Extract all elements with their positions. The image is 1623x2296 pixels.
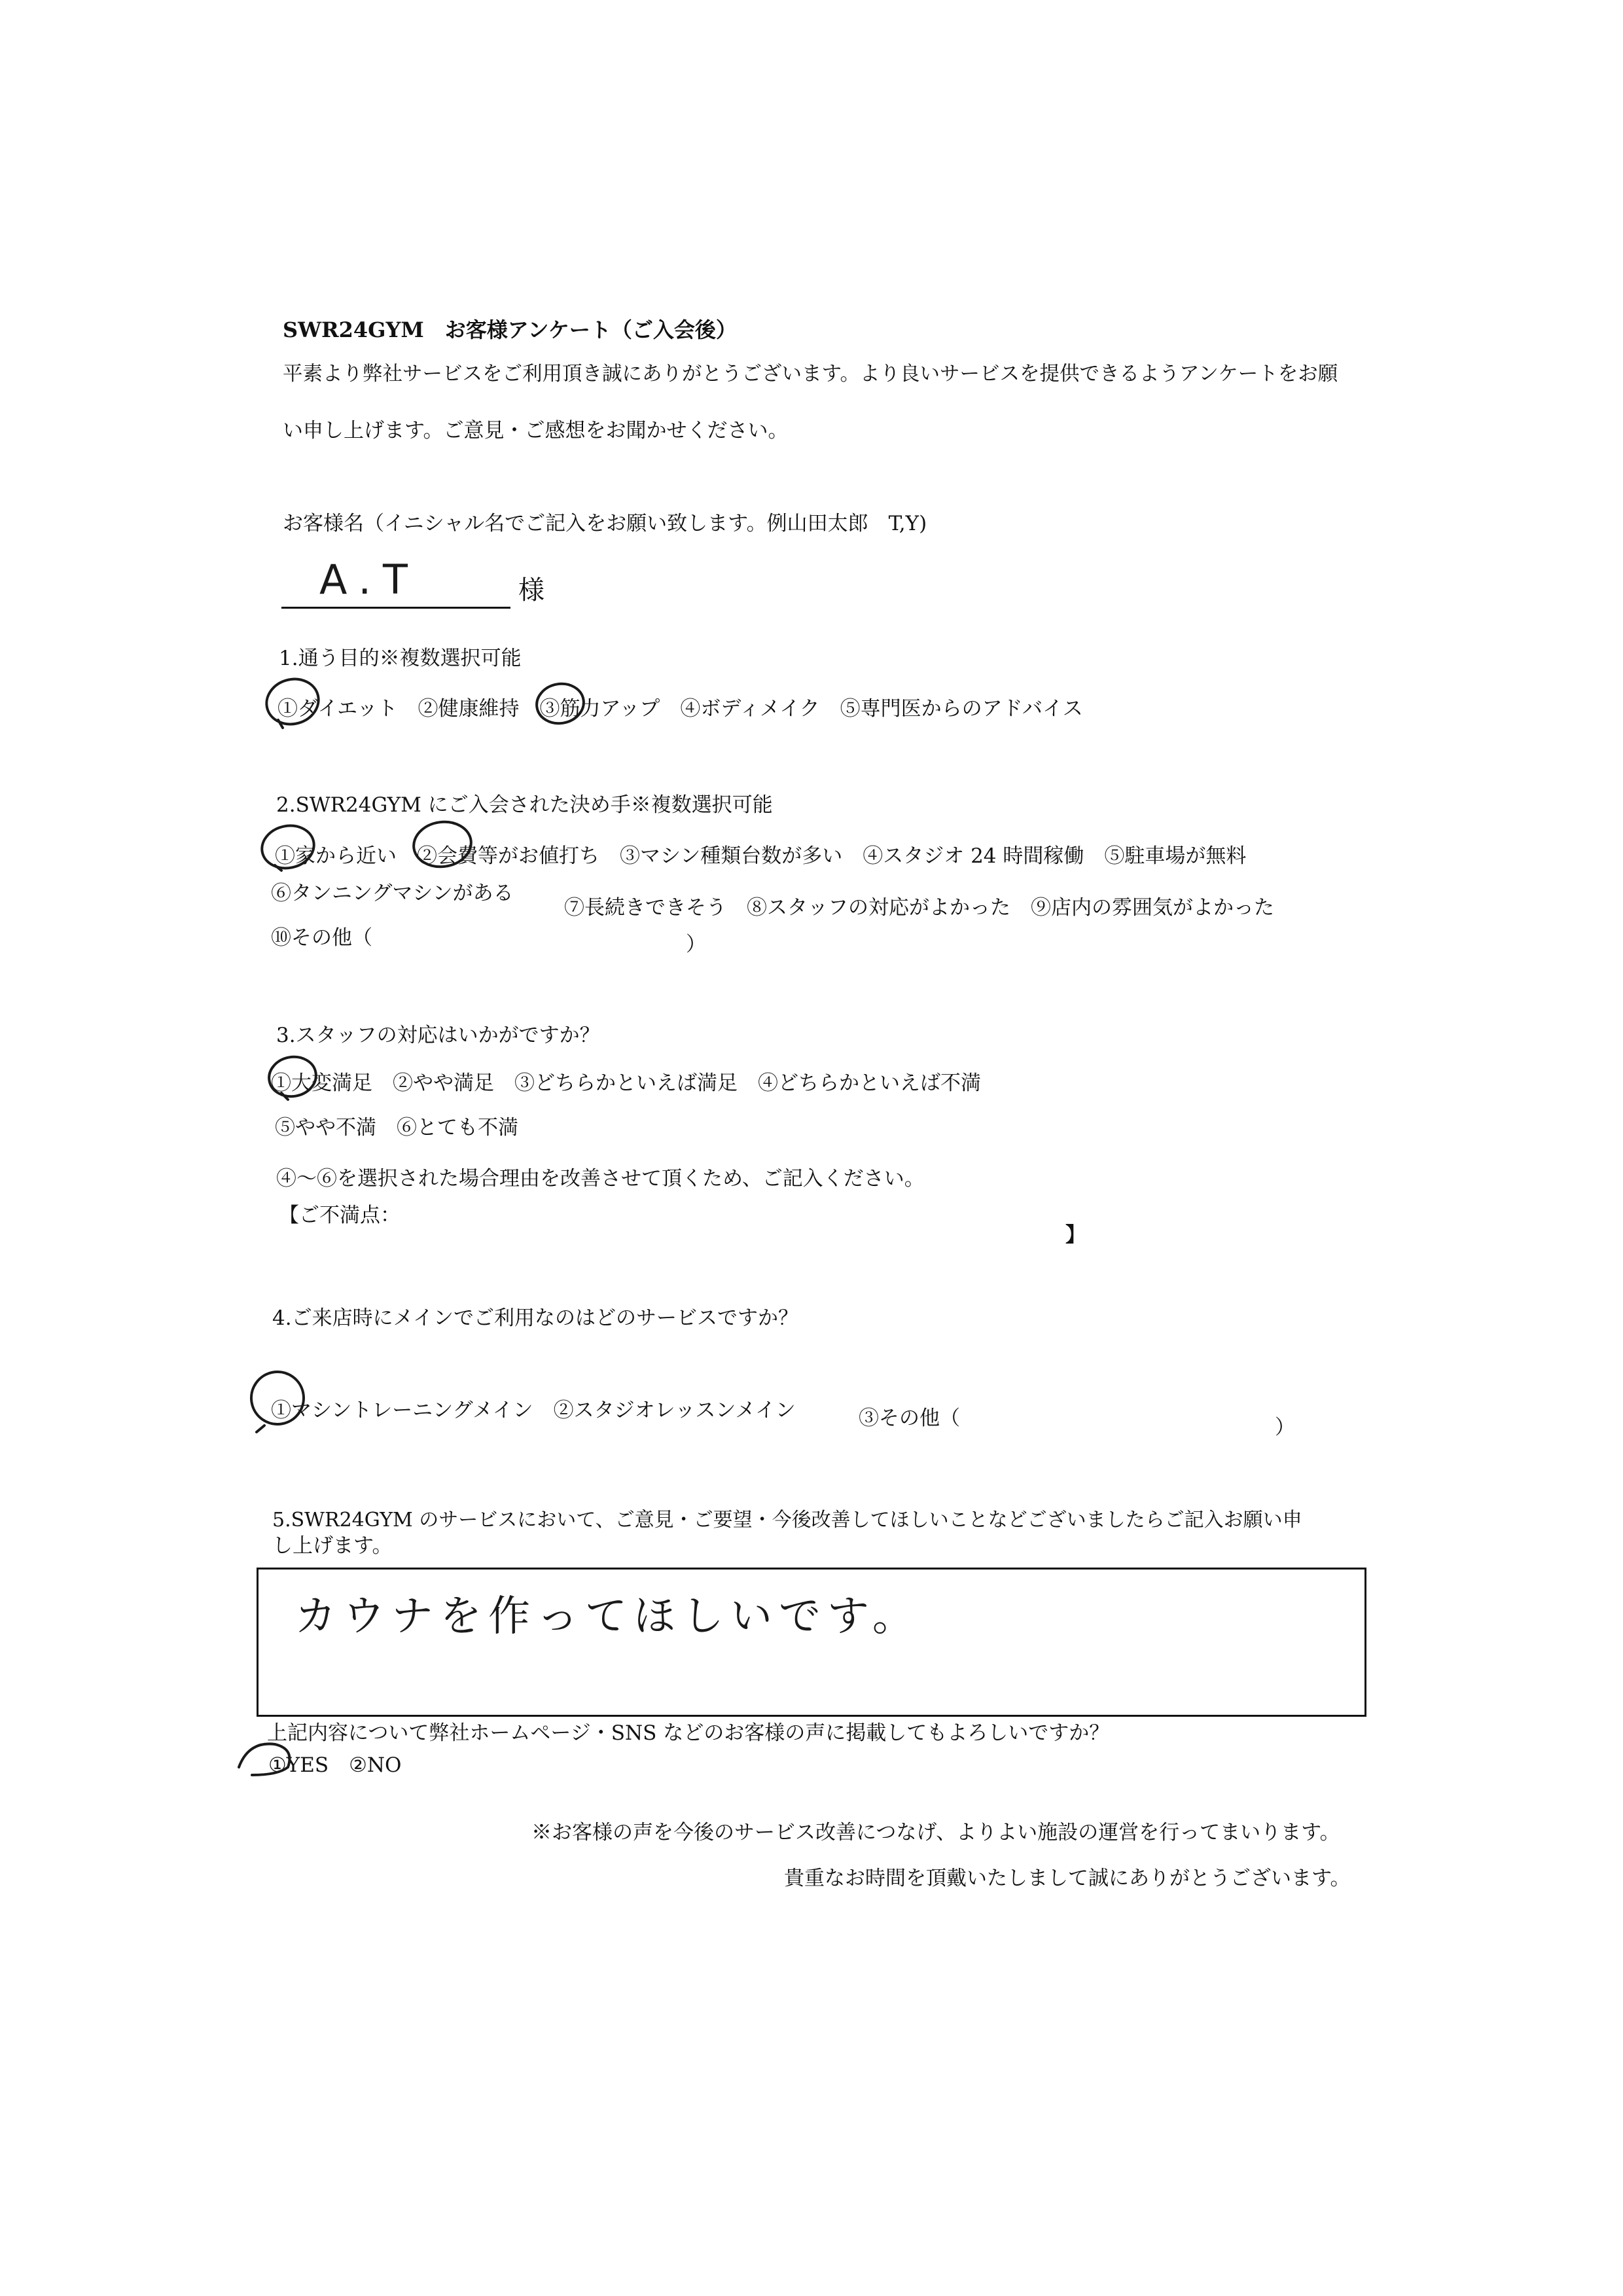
customer-name-suffix: 様 [518, 575, 544, 605]
intro-text-line2: い申し上げます。ご意見・ご感想をお聞かせください。 [283, 419, 789, 442]
survey-title: SWR24GYM お客様アンケート（ご入会後） [283, 317, 737, 342]
q5-comment-answer[interactable]: カウナを作ってほしいです。 [294, 1592, 921, 1641]
q5-question-line1: 5.SWR24GYM のサービスにおいて、ご意見・ご要望・今後改善してほしいことなどございましたらご記入お願い申 [272, 1509, 1302, 1532]
q1-question: 1.通う目的※複数選択可能 [279, 647, 522, 670]
footer-note: ※お客様の声を今後のサービス改善につなげ、よりよい施設の運営を行ってまいります。 [531, 1821, 1340, 1844]
customer-name-label: お客様名（イニシャル名でご記入をお願い致します。例山田太郎 T,Y) [283, 512, 927, 535]
q3-complaint-close: 】 [1065, 1223, 1086, 1247]
q4-other-label[interactable]: ③その他（ [859, 1407, 960, 1430]
q3-options-row2[interactable]: ⑤やや不満 ⑥とても不満 [275, 1116, 518, 1139]
q2-options-row2b[interactable]: ⑦長続きできそう ⑧スタッフの対応がよかった ⑨店内の雰囲気がよかった [564, 896, 1274, 920]
selection-tick-mark [257, 1426, 264, 1432]
q2-options-row2a[interactable]: ⑥タンニングマシンがある [271, 882, 514, 905]
q2-other-label[interactable]: ⑩その他（ [271, 926, 372, 950]
q3-complaint-label: 【ご不満点： [279, 1204, 401, 1227]
q5-question-line2: し上げます。 [272, 1534, 393, 1558]
consent-options[interactable]: ①YES ②NO [268, 1753, 402, 1777]
customer-name-value[interactable]: A.T [319, 556, 419, 603]
consent-question: 上記内容について弊社ホームページ・SNS などのお客様の声に掲載してもよろしいですか？ [267, 1721, 1110, 1745]
selection-tick-mark [278, 720, 283, 728]
q4-question: 4.ご来店時にメインでご利用なのはどのサービスですか？ [272, 1306, 798, 1330]
customer-name-underline [281, 607, 510, 609]
q3-question: 3.スタッフの対応はいかがですか？ [276, 1024, 600, 1047]
footer-thanks: 貴重なお時間を頂戴いたしまして誠にありがとうございます。 [784, 1867, 1351, 1890]
q2-options-row1[interactable]: ①家から近い ②会費等がお値打ち ③マシン種類台数が多い ④スタジオ 24 時間稼働 ⑤駐車場が無料 [275, 844, 1247, 868]
q1-options[interactable]: ①ダイエット ②健康維持 ③筋力アップ ④ボディメイク ⑤専門医からのアドバイス [277, 697, 1083, 721]
intro-text-line1: 平素より弊社サービスをご利用頂き誠にありがとうございます。より良いサービスを提供できるようアンケートをお願 [283, 363, 1338, 386]
q3-reason-prompt: ④～⑥を選択された場合理由を改善させて頂くため、ご記入ください。 [276, 1167, 925, 1191]
q5-comment-box[interactable] [257, 1568, 1366, 1717]
q3-options-row1[interactable]: ①大変満足 ②やや満足 ③どちらかといえば満足 ④どちらかといえば不満 [271, 1071, 981, 1095]
q2-question: 2.SWR24GYM にご入会された決め手※複数選択可能 [276, 793, 773, 817]
q4-options-row1[interactable]: ①マシントレーニングメイン ②スタジオレッスンメイン [271, 1399, 796, 1422]
q2-other-close: ） [686, 933, 706, 956]
q4-other-close: ） [1275, 1416, 1295, 1439]
